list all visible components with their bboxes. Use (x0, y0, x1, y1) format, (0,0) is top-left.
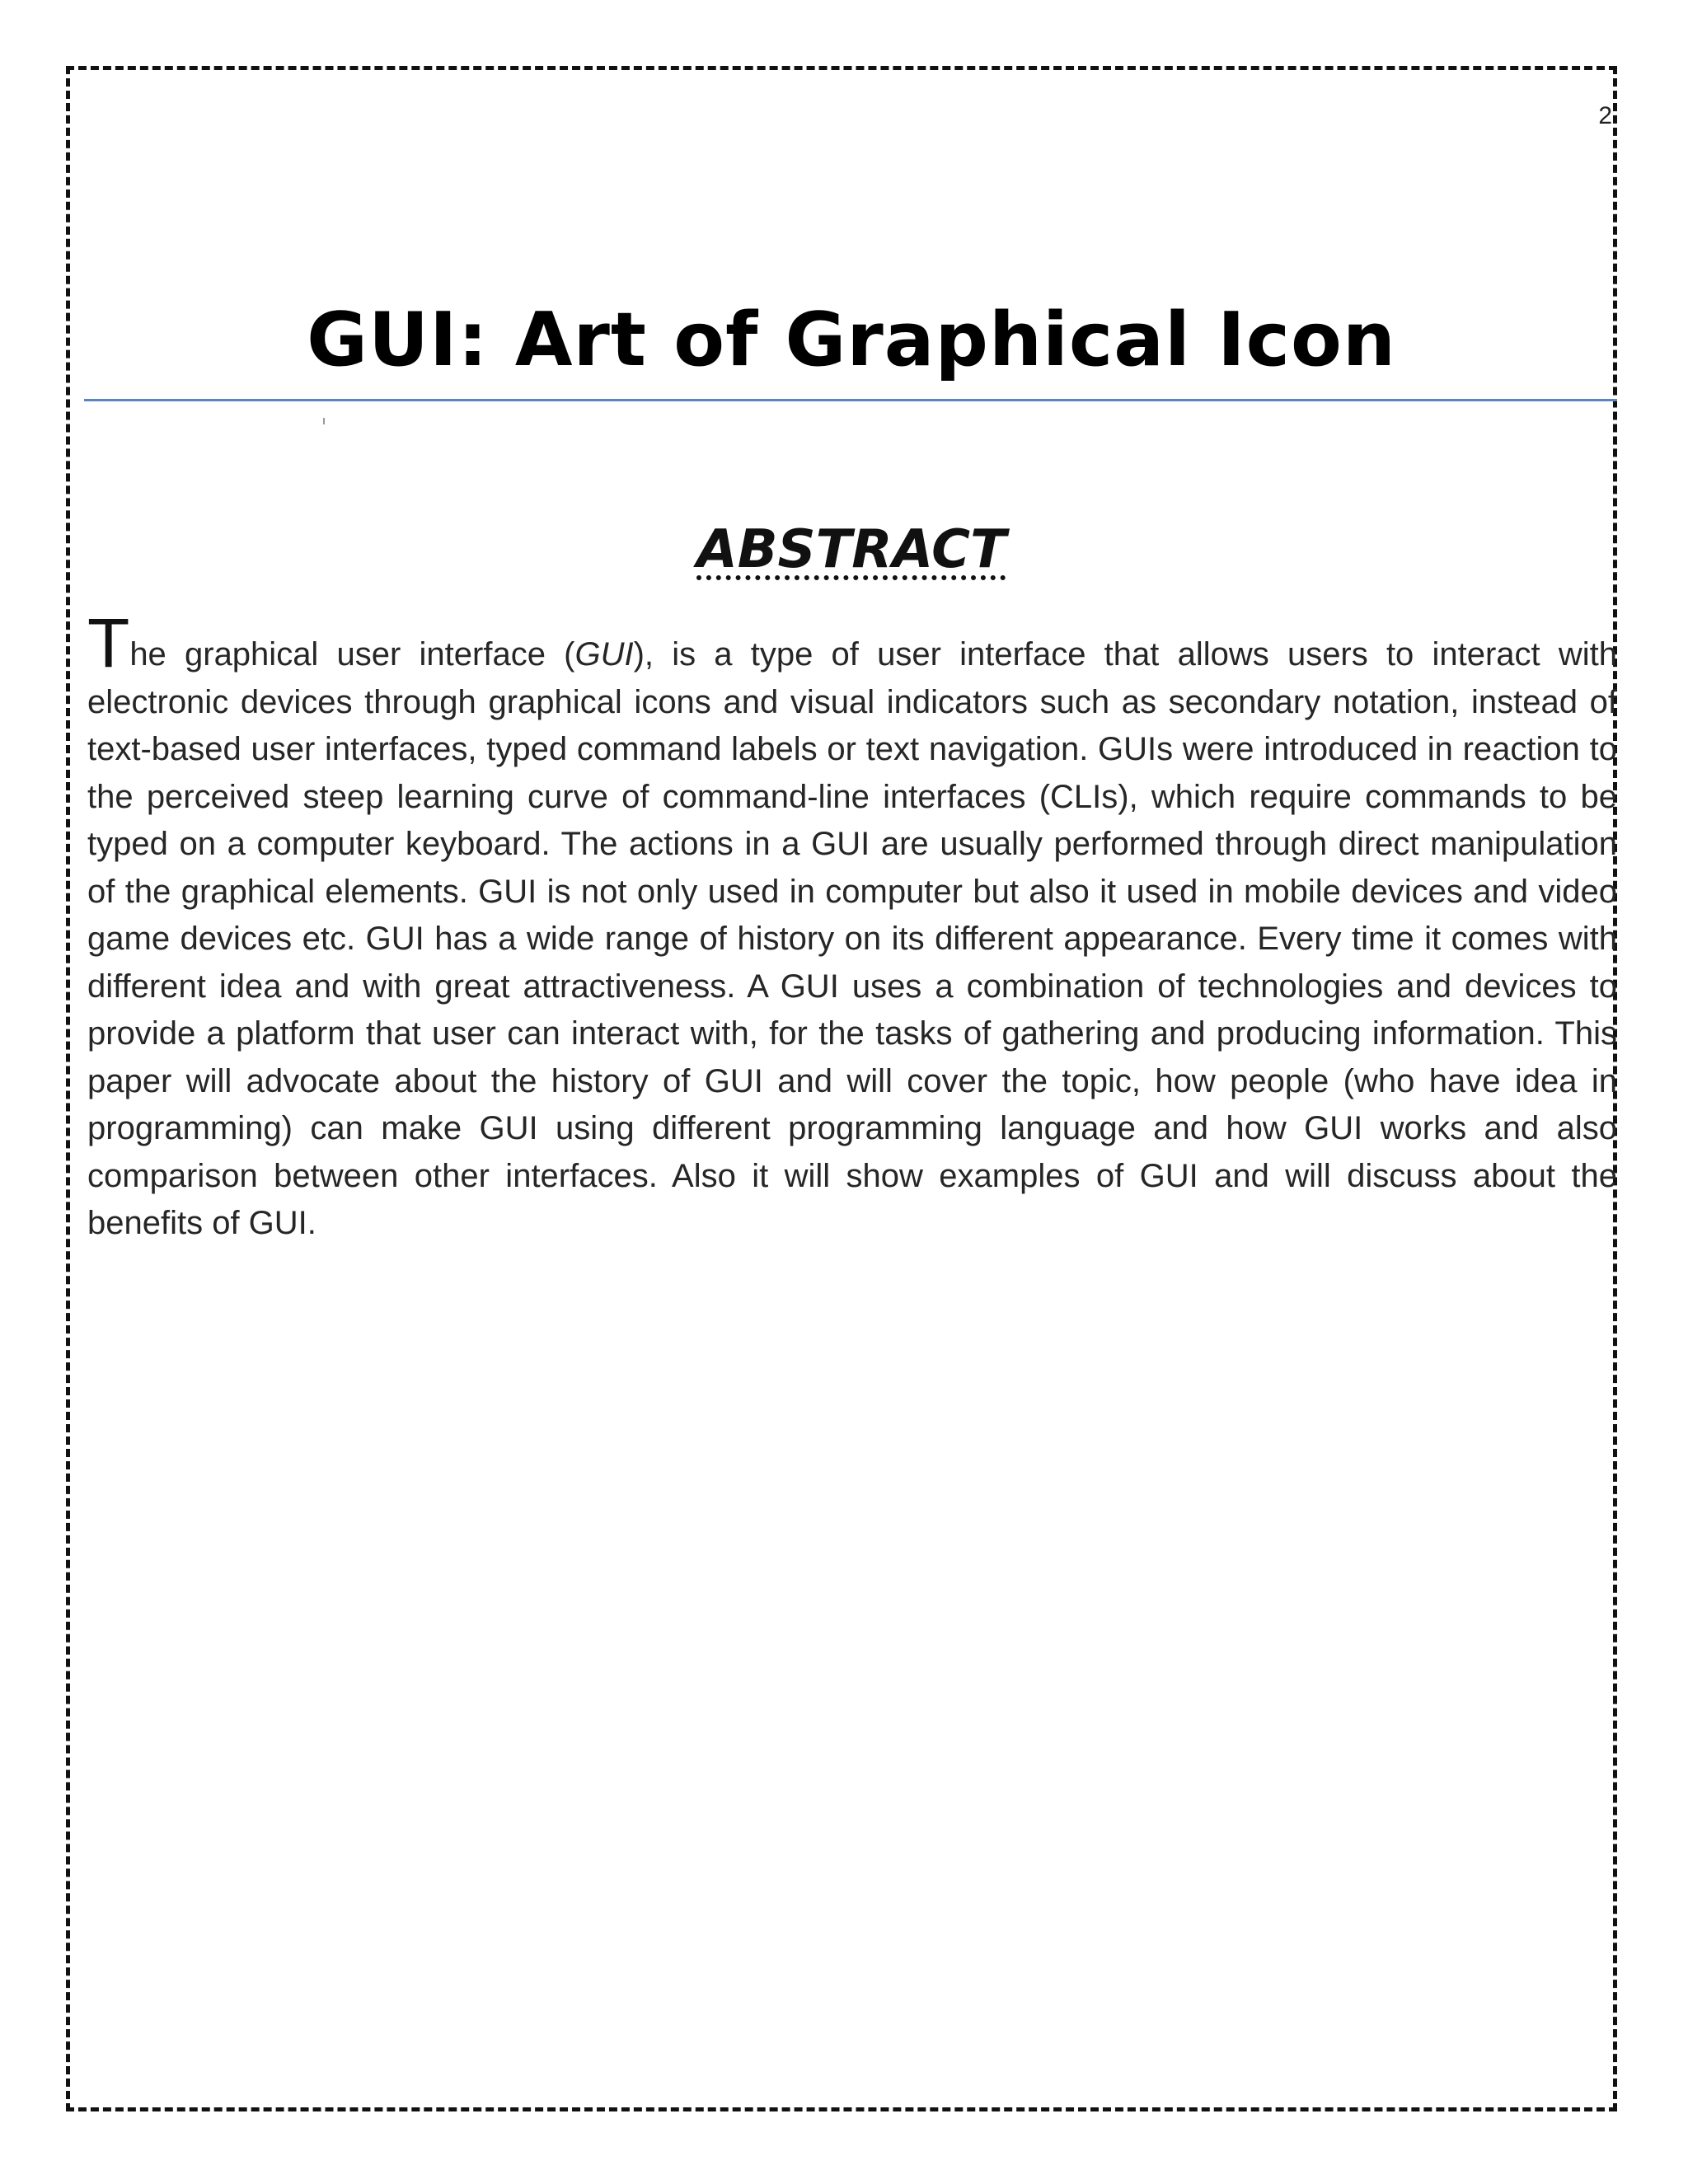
abstract-text-rest: ), is a type of user interface that allows users to interact with electronic devices through graphical icons and visual indicators such as secondary notation, instead of text-based user interfaces, typed command labels or text navigation. GUIs were introduced in reaction to the perceived steep learning curve of command-line interfaces (CLIs), which require commands to be typed on a computer keyboard. The actions in a GUI are usually performed through direct manipulation of the graphical elements. GUI is not only used in computer but also it used in mobile devices and video game devices etc. GUI has a wide range of history on its different appearance. Every time it comes with different idea and with great attractiveness. A GUI uses a combination of technologies and devices to provide a platform that user can interact with, for the tasks of gathering and producing information. This paper will advocate about the history of GUI and will cover the topic, how people (who have idea in programming) can make GUI using different programming language and how GUI works and also comparison between other interfaces. Also it will show examples of GUI and will discuss about the benefits of GUI. (87, 636, 1617, 1241)
abstract-text-lead: he graphical user interface ( (129, 636, 575, 673)
stray-mark (323, 418, 325, 424)
abstract-heading (82, 519, 1620, 580)
page-number: 2 (1598, 102, 1612, 129)
abstract-text-emphasis: GUI (574, 636, 634, 673)
title-divider (84, 399, 1617, 401)
abstract-heading-text: ABSTRACT (696, 519, 1006, 580)
drop-cap: T (87, 604, 130, 682)
abstract-paragraph (87, 604, 1617, 1248)
document-title: GUI: Art of Graphical Icon (307, 297, 1396, 383)
